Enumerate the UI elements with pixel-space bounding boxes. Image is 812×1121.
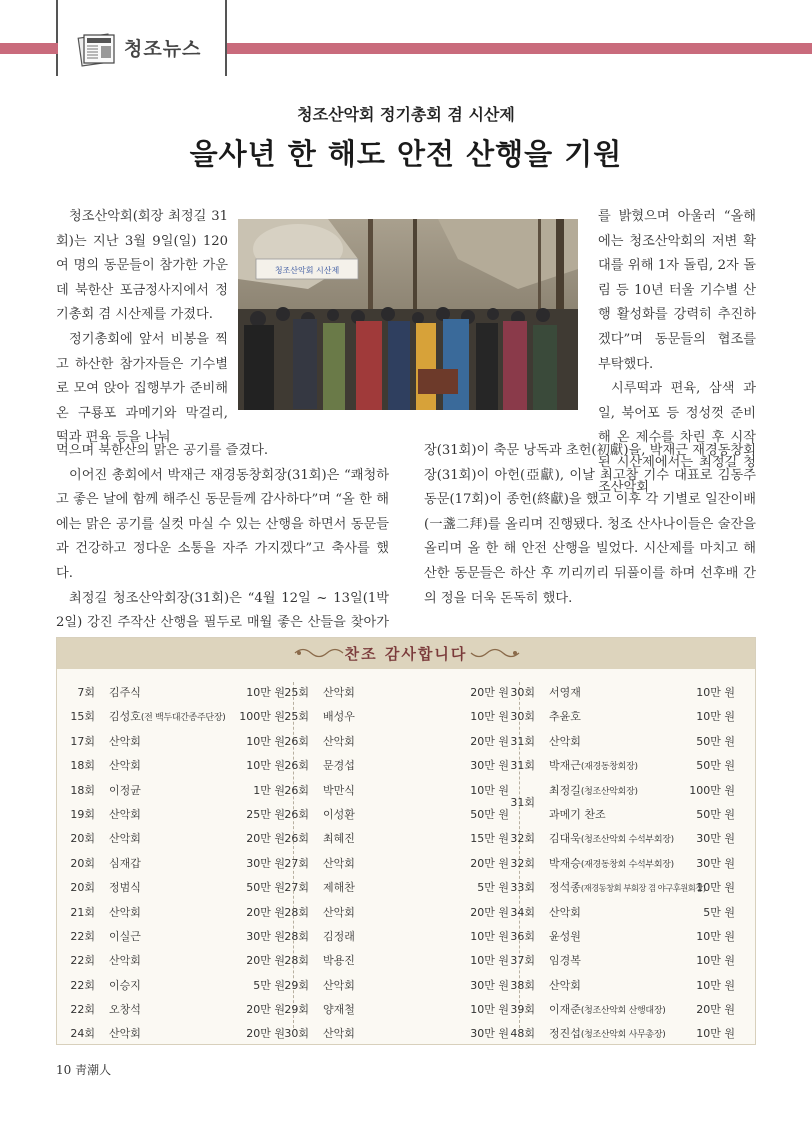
donor-name: 산악회 (323, 734, 355, 748)
donor-name: 이정균 (109, 783, 141, 797)
donation-generation: 18회 (70, 759, 95, 773)
donor-name: 김주식 (109, 686, 141, 699)
donor-name: 임경복 (549, 954, 581, 968)
header-rule-left (56, 0, 58, 76)
donor-name: 산악회 (549, 905, 581, 919)
donation-name (323, 904, 355, 920)
donation-name (549, 879, 706, 895)
donation-name (109, 806, 141, 822)
article-subhead: 청조산악회 정기총회 겸 시산제 (297, 105, 515, 124)
donor-name: 산악회 (323, 1027, 355, 1041)
donation-name (549, 952, 581, 968)
donation-row (510, 752, 735, 776)
donation-row (61, 1020, 285, 1044)
donation-amount: 50만 원 (470, 807, 509, 821)
donation-generation: 26회 (284, 759, 309, 773)
donation-amount: 20만 원 (246, 832, 285, 846)
donation-name (109, 855, 141, 871)
newspaper-icon (76, 30, 120, 68)
donation-generation: 31회 (510, 759, 535, 773)
donor-name: 산악회 (109, 905, 141, 919)
donor-name: 서영재 (549, 686, 581, 699)
donor-name: 정석종 (549, 881, 581, 895)
donation-generation: 26회 (284, 783, 309, 797)
donor-title: (전 백두대간종주단장) (140, 713, 226, 724)
donation-name (323, 952, 355, 968)
donation-amount: 10만 원 (696, 1027, 735, 1041)
donor-name: 이실근 (109, 929, 141, 943)
donation-amount: 100만 원 (689, 783, 735, 797)
donation-amount: 30만 원 (696, 856, 735, 870)
donor-name: 산악회 (109, 832, 141, 846)
donation-amount: 30만 원 (696, 832, 735, 846)
donor-name: 최정길 (549, 783, 581, 797)
donation-name (549, 928, 581, 944)
donation-name (323, 782, 355, 798)
donation-name (549, 855, 674, 871)
donation-amount: 50만 원 (696, 807, 735, 821)
donation-amount: 20만 원 (470, 856, 509, 870)
magazine-name: 靑潮人 (75, 1063, 112, 1077)
donation-generation: 20회 (70, 832, 95, 846)
donation-generation: 28회 (284, 954, 309, 968)
donation-name (109, 782, 141, 798)
donor-name: 산악회 (109, 1027, 141, 1041)
donation-row (61, 923, 285, 947)
donation-row (61, 825, 285, 849)
donation-row (284, 777, 509, 801)
donation-amount: 30만 원 (470, 1027, 509, 1041)
donation-row (284, 1020, 509, 1044)
section-title: 청조뉴스 (124, 38, 202, 60)
donation-row (61, 996, 285, 1020)
donor-name: 제해찬 (323, 881, 355, 895)
donor-title: (재경동창회장) (580, 762, 638, 773)
donation-name (109, 952, 141, 968)
donation-generation: 19회 (70, 807, 95, 821)
donation-amount: 10만 원 (696, 686, 735, 699)
donor-name: 산악회 (109, 954, 141, 968)
donor-name: 산악회 (323, 686, 355, 699)
donation-row (523, 801, 735, 825)
donation-row (510, 899, 735, 923)
donation-generation: 15회 (70, 710, 95, 724)
donor-name: 산악회 (109, 759, 141, 773)
donation-generation: 38회 (510, 978, 535, 992)
photo-banner-text: 청조산악회 시산제 (274, 266, 340, 275)
header-bar-right (227, 43, 812, 54)
swirl-ornament-right-icon (469, 645, 521, 661)
donor-name: 산악회 (549, 734, 581, 748)
donation-row (510, 728, 735, 752)
donation-column-3 (510, 679, 735, 1045)
donation-row (510, 825, 735, 849)
donation-name (109, 879, 141, 895)
donor-name: 심재갑 (109, 856, 141, 870)
donation-amount: 30만 원 (470, 759, 509, 773)
donation-generation: 27회 (284, 856, 309, 870)
donation-generation: 25회 (284, 710, 309, 724)
donation-name (109, 1025, 141, 1041)
donor-name: 최혜진 (323, 832, 355, 846)
donation-generation: 39회 (510, 1003, 535, 1017)
donation-amount: 10만 원 (470, 783, 509, 797)
donation-amount: 15만 원 (470, 832, 509, 846)
donation-row (284, 899, 509, 923)
paragraph: 청조산악회(회장 최정길 31회)는 지난 3월 9일(일) 120여 명의 동문들이 참가한 가운데 북한산 포금정사지에서 정기총회 겸 시산제를 가졌다. (56, 209, 228, 323)
donation-generation: 22회 (70, 929, 95, 943)
donation-name (323, 830, 355, 846)
donation-row (284, 947, 509, 971)
donation-name (109, 904, 141, 920)
donation-name (549, 830, 674, 846)
donation-column-1 (61, 679, 285, 1045)
donation-generation: 29회 (284, 978, 309, 992)
donation-row (284, 874, 509, 898)
article-col-lower-right (424, 439, 756, 611)
donor-name: 정범식 (109, 881, 141, 895)
donor-name: 박용진 (323, 954, 355, 968)
donation-box (56, 637, 756, 1045)
donation-name (323, 733, 355, 749)
donation-amount: 50만 원 (696, 734, 735, 748)
donor-title: (청조산악회 수석부회장) (580, 835, 674, 846)
donation-row (284, 923, 509, 947)
donation-title: 찬조 감사합니다 (344, 645, 468, 663)
donation-amount: 5만 원 (253, 978, 285, 992)
donation-amount: 20만 원 (246, 1003, 285, 1017)
donation-row (284, 825, 509, 849)
donation-amount: 1만 원 (253, 783, 285, 797)
paragraph: 를 밝혔으며 아울러 “올해에는 청조산악회의 저변 확대를 위해 1자 돌림, 2자 돌림 등 10년 터울 기수별 산행 활성화를 강력히 추진하겠다”며 동문들의 협조를 부탁했다. (598, 209, 756, 372)
donor-name: 산악회 (109, 807, 141, 821)
donation-row (510, 972, 735, 996)
donation-amount: 20만 원 (246, 954, 285, 968)
donation-row (61, 777, 285, 801)
donation-generation: 7회 (77, 686, 95, 699)
donation-name (109, 977, 141, 993)
donation-name (323, 757, 355, 773)
donation-generation: 32회 (510, 856, 535, 870)
donor-name: 김정래 (323, 929, 355, 943)
donor-name: 김대욱 (549, 832, 581, 846)
donation-amount: 20만 원 (246, 905, 285, 919)
donation-name (323, 684, 355, 700)
donation-row (284, 996, 509, 1020)
donation-generation: 21회 (70, 905, 95, 919)
paragraph: 정기총회에 앞서 비봉을 찍고 하산한 참가자들은 기수별로 모여 앉아 집행부가 준비해 온 구룡포 과메기와 막걸리, 떡과 편육 등을 나눠 (56, 331, 228, 446)
donor-name: 박재승 (549, 856, 581, 870)
donor-name: 산악회 (323, 978, 355, 992)
donation-generation: 25회 (284, 686, 309, 699)
donation-row (510, 679, 735, 703)
donation-generation: 18회 (70, 783, 95, 797)
donation-name (549, 977, 581, 993)
donation-row (284, 703, 509, 727)
donation-name (549, 1001, 665, 1017)
donation-name (549, 782, 638, 798)
donation-name (549, 757, 638, 773)
paragraph: 먹으며 북한산의 맑은 공기를 즐겼다. (56, 443, 269, 458)
donor-name: 윤성원 (549, 929, 581, 943)
donor-name: 오창석 (109, 1003, 141, 1017)
donation-amount: 30만 원 (246, 929, 285, 943)
donation-generation: 34회 (510, 905, 535, 919)
donation-row (284, 972, 509, 996)
donation-generation: 37회 (510, 954, 535, 968)
donor-name: 문경섭 (323, 759, 355, 773)
paragraph: 장(31회)이 축문 낭독과 초헌(初獻)을, 박재근 재경동창회장(31회)이 아헌(亞獻), 이날 최고참 기수 대표로 김동주 동문(17회)이 종헌(終獻)을 했고 이후 각 기별로 일잔이배(一盞二拜)를 올리며 진행됐다. 청조 산사나이들은 술잔을 올리며 올 한 해 안전 산행을 빌었다. 시산제를 마치고 해산한 동문들은 하산 후 끼리끼리 뒤풀이를 하며 선후배 간의 정을 더욱 돈독히 했다. (424, 443, 756, 606)
donor-name: 과메기 찬조 (549, 807, 606, 821)
donation-generation: 26회 (284, 832, 309, 846)
donor-name: 김성호 (109, 710, 141, 724)
donation-row (61, 899, 285, 923)
donation-row (284, 728, 509, 752)
donation-name (109, 928, 141, 944)
donation-amount: 10만 원 (470, 954, 509, 968)
donation-name (549, 708, 581, 724)
donation-amount: 100만 원 (239, 710, 285, 724)
donation-generation: 30회 (510, 686, 535, 699)
donation-amount: 10만 원 (246, 734, 285, 748)
donation-generation: 24회 (70, 1027, 95, 1041)
event-photo (238, 219, 578, 410)
donation-amount: 20만 원 (246, 1027, 285, 1041)
donation-name (109, 1001, 141, 1017)
donor-name: 배성우 (323, 710, 355, 724)
donation-amount: 10만 원 (246, 686, 285, 699)
donation-row (284, 679, 509, 703)
article-headline: 을사년 한 해도 안전 산행을 기원 (189, 137, 623, 171)
donation-amount: 50만 원 (246, 881, 285, 895)
donation-row (284, 752, 509, 776)
page-number: 10 (56, 1063, 72, 1077)
donation-row (61, 679, 285, 703)
donation-generation: 29회 (284, 1003, 309, 1017)
donor-name: 산악회 (109, 734, 141, 748)
paragraph: 최정길 청조산악회장(31회)은 “4월 12일 ~ 13일(1박 2일) 강진 주작산 산행을 필두로 매월 좋은 산들을 찾아가 (56, 590, 389, 631)
donation-generation: 33회 (510, 881, 535, 895)
donation-row (61, 947, 285, 971)
donor-name: 산악회 (323, 905, 355, 919)
donation-generation: 48회 (510, 1027, 535, 1041)
donation-amount: 5만 원 (703, 905, 735, 919)
donation-amount: 20만 원 (470, 734, 509, 748)
donation-name (323, 1025, 355, 1041)
donation-name (549, 684, 581, 700)
donation-generation: 31회 (510, 795, 535, 809)
donation-row (510, 777, 735, 809)
donation-row (284, 801, 509, 825)
donation-generation: 30회 (284, 1027, 309, 1041)
donor-title: (청조산악회장) (580, 786, 638, 797)
donation-generation: 31회 (510, 734, 535, 748)
donation-name (323, 977, 355, 993)
donation-name (109, 733, 141, 749)
donation-row (61, 874, 285, 898)
donation-row (510, 923, 735, 947)
donation-generation: 20회 (70, 856, 95, 870)
article-col-left (56, 205, 228, 451)
donation-generation: 36회 (510, 929, 535, 943)
header-bar-left (0, 43, 58, 54)
donation-amount: 20만 원 (696, 1003, 735, 1017)
donation-row (510, 874, 735, 898)
donation-name (109, 757, 141, 773)
donation-generation: 22회 (70, 978, 95, 992)
donor-name: 이재준 (549, 1003, 581, 1017)
donation-amount: 10만 원 (470, 929, 509, 943)
donation-name (323, 1001, 355, 1017)
donation-generation: 28회 (284, 905, 309, 919)
donation-amount: 10만 원 (246, 759, 285, 773)
donor-title: (청조산악회 산행대장) (580, 1006, 666, 1017)
donation-generation: 26회 (284, 734, 309, 748)
donor-title: (재경동창회 부회장 겸 야구후원회장) (580, 883, 706, 894)
donor-name: 산악회 (323, 856, 355, 870)
donation-name (549, 1025, 665, 1041)
donation-amount: 5만 원 (477, 881, 509, 895)
donation-amount: 10만 원 (470, 710, 509, 724)
header-rule-right (225, 0, 227, 76)
donation-generation: 22회 (70, 1003, 95, 1017)
donation-amount: 20만 원 (470, 905, 509, 919)
donor-title: (재경동창회 수석부회장) (580, 859, 674, 870)
donation-amount: 30만 원 (246, 856, 285, 870)
donation-generation: 22회 (70, 954, 95, 968)
donation-amount: 20만 원 (470, 686, 509, 699)
donation-row (510, 1020, 735, 1044)
donor-name: 정진섭 (549, 1027, 581, 1041)
donation-generation: 32회 (510, 832, 535, 846)
donation-row (61, 801, 285, 825)
donation-name (323, 855, 355, 871)
donation-name (549, 806, 606, 822)
donation-column-2 (284, 679, 509, 1045)
donation-row (284, 850, 509, 874)
donation-amount: 25만 원 (246, 807, 285, 821)
donation-name (549, 904, 581, 920)
donation-row (61, 972, 285, 996)
donor-name: 박재근 (549, 759, 581, 773)
donation-name (323, 806, 355, 822)
donor-name: 이성환 (323, 807, 355, 821)
donation-generation: 17회 (70, 734, 95, 748)
donation-amount: 10만 원 (470, 1003, 509, 1017)
donor-name: 박만식 (323, 783, 355, 797)
donation-row (510, 996, 735, 1020)
donation-amount: 50만 원 (696, 759, 735, 773)
donor-name: 추윤호 (549, 710, 581, 724)
donation-amount: 10만 원 (696, 710, 735, 724)
donation-generation: 20회 (70, 881, 95, 895)
donation-amount: 10만 원 (696, 978, 735, 992)
donation-generation: 27회 (284, 881, 309, 895)
donation-name (109, 830, 141, 846)
donation-amount: 10만 원 (696, 954, 735, 968)
donor-name: 양재철 (323, 1003, 355, 1017)
donation-generation: 26회 (284, 807, 309, 821)
donation-row (61, 850, 285, 874)
donation-row (510, 850, 735, 874)
donation-name (549, 733, 581, 749)
donation-name (323, 708, 355, 724)
donation-name (109, 684, 141, 700)
paragraph: 시루떡과 편육, 삼색 과일, 북어포 등 정성껏 준비해 온 제수를 차린 후 시작된 시산제에서는 최정길 청조산악회 (598, 381, 756, 495)
donation-name (109, 708, 225, 724)
donor-title: (청조산악회 사무총장) (580, 1030, 666, 1041)
donation-amount: 10만 원 (696, 929, 735, 943)
donation-row (61, 752, 285, 776)
donor-name: 이승지 (109, 978, 141, 992)
donation-amount: 10만 원 (696, 881, 735, 895)
donation-row (510, 947, 735, 971)
donation-name (323, 879, 355, 895)
page-footer (56, 1061, 111, 1078)
donation-name (323, 928, 355, 944)
donation-row (510, 703, 735, 727)
donation-generation: 28회 (284, 929, 309, 943)
donation-generation: 30회 (510, 710, 535, 724)
donation-row (61, 728, 285, 752)
donor-name: 산악회 (549, 978, 581, 992)
donation-row (61, 703, 285, 727)
paragraph: 이어진 총회에서 박재근 재경동창회장(31회)은 “쾌청하고 좋은 날에 함께 해주신 동문들께 감사하다”며 “올 한 해에는 맑은 공기를 실컷 마실 수 있는 산행을 하면서 동문들과 건강하고 정다운 소통을 자주 가지겠다”고 축사를 했다. (56, 467, 389, 581)
donation-amount: 30만 원 (470, 978, 509, 992)
